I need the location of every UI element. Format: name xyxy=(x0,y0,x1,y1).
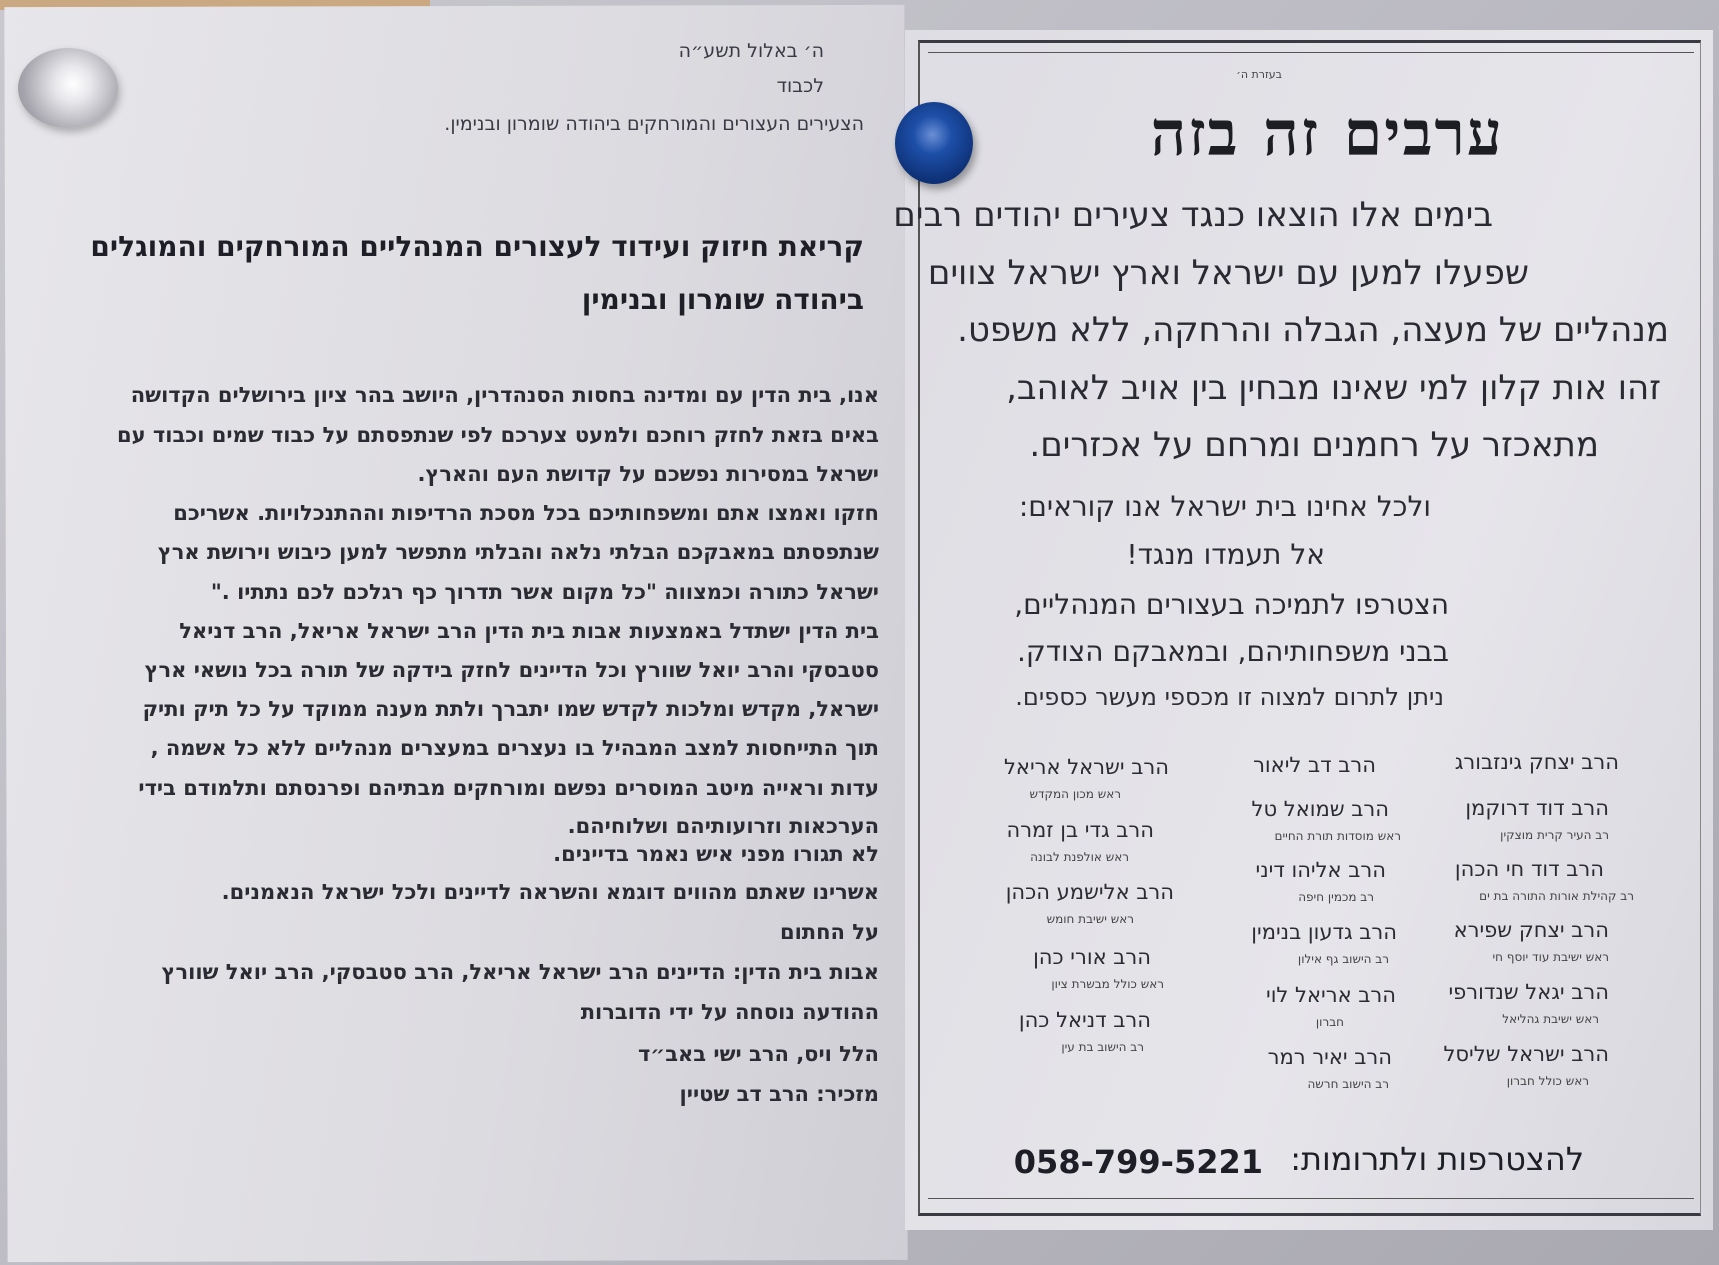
poster-main-line: שפעלו למען עם ישראל וארץ ישראל צווים xyxy=(927,253,1529,293)
letter-line: אשרינו שאתם מהווים דוגמא והשראה לדיינים ולכל ישראל הנאמנים. xyxy=(221,880,879,904)
rabbi-title: ראש כולל חברון xyxy=(1506,1074,1589,1088)
poster-main-line: בימים אלו הוצאו כנגד צעירים יהודים רבים xyxy=(893,195,1493,235)
rabbi-name: הרב אליהו דיני xyxy=(1255,858,1386,882)
rabbi-title: ראש ישיבת חומש xyxy=(1046,912,1134,926)
letter-line: מזכיר: הרב דב שטיין xyxy=(679,1082,879,1106)
contact-phone: 058-799-5221 xyxy=(1013,1143,1263,1181)
rabbi-name: הרב יצחק גינזבורג xyxy=(1454,750,1619,774)
letter-line: שנתפסתם במאבקכם הבלתי נלאה והבלתי מתפשר למען כיבוש וירושת ארץ xyxy=(157,540,879,564)
letter-recipients: הצעירים העצורים והמורחקים ביהודה שומרון ובנימין. xyxy=(444,113,864,135)
letter-line: עדות וראייה מיטב המוסרים נפשם ומורחקים מבתיהם ופרנסתם ותלמודם בידי xyxy=(138,776,879,800)
rabbi-name: הרב ישראל שליסל xyxy=(1443,1042,1609,1066)
rabbi-title: ראש מוסדות תורת החיים xyxy=(1274,829,1401,843)
rabbi-title: רב הישוב גף אילון xyxy=(1297,952,1389,966)
letter-line: סטבסקי והרב יואל שוורץ וכל הדיינים לחזק בידקה של תורה בכל נושאי ארץ xyxy=(144,658,879,682)
rabbi-title: ראש מכון המקדש xyxy=(1029,787,1121,801)
poster-join-2: בבני משפחותיהם, ובמאבקם הצודק. xyxy=(1016,635,1449,668)
rabbi-name: הרב ישראל אריאל xyxy=(1003,755,1169,779)
rabbi-name: הרב אלישמע הכהן xyxy=(1005,880,1174,904)
poster-main-line: זהו אות קלון למי שאינו מבחין בין אויב לאוהב, xyxy=(1006,368,1661,408)
poster-slogan: אל תעמדו מנגד! xyxy=(1126,538,1325,571)
rabbi-name: הרב יאיר רמר xyxy=(1267,1045,1392,1069)
poster-title: ערבים זה בזה xyxy=(1150,97,1504,170)
rabbi-name: הרב גדעון בנימין xyxy=(1251,920,1397,944)
rabbi-title: רב מכמין חיפה xyxy=(1298,890,1374,904)
poster-main-line: מנהליים של מעצה, הגבלה והרחקה, ללא משפט. xyxy=(957,310,1669,350)
letter-line: ההודעה נוסחה על ידי הדוברות xyxy=(580,1000,879,1024)
poster-main-line: מתאכזר על רחמנים ומרחם על אכזרים. xyxy=(1029,425,1599,465)
rabbi-title: רב הישוב חרשה xyxy=(1307,1077,1389,1091)
letter-line: אבות בית הדין: הדיינים הרב ישראל אריאל, הרב סטבסקי, הרב יואל שוורץ xyxy=(161,960,879,984)
rabbi-name: הרב יצחק שפירא xyxy=(1453,918,1609,942)
rabbi-name: הרב אורי כהן xyxy=(1033,945,1151,969)
letter-line: תוך התייחסות למצב המבהיל בו נעצרים במעצרים מנהליים ללא כל אשמה , xyxy=(150,736,879,760)
contact-label: להצטרפות ולתרומות: xyxy=(1290,1140,1584,1178)
rabbi-name: הרב יגאל שנדורפי xyxy=(1448,980,1609,1004)
letter-line: ישראל, מקדש ומלכות לקדש שמו יתברך ולתת מענה ממוקד על כל תיק ותיק xyxy=(142,697,879,721)
rabbi-name: הרב דב ליאור xyxy=(1253,753,1376,777)
letter-line: אנו, בית הדין עם ומדינה בחסות הסנהדרין, היושב בהר ציון בירושלים הקדושה xyxy=(130,383,879,407)
rabbi-title: ראש ישיבת עוד יוסף חי xyxy=(1492,950,1609,964)
rabbi-name: הרב אריאל לוי xyxy=(1266,983,1396,1007)
rabbi-name: הרב דניאל כהן xyxy=(1018,1008,1151,1032)
letter-line: הערכאות וזרועותיהם ושלוחיהם. xyxy=(567,814,879,838)
rabbi-name: הרב גדי בן זמרה xyxy=(1006,818,1154,842)
rabbi-title: רב העיר קרית מוצקין xyxy=(1500,828,1609,842)
letter-line: לא תגורו מפני איש נאמר בדיינים. xyxy=(553,842,879,866)
white-pushpin xyxy=(18,48,118,128)
poster-call-line: ולכל אחינו בית ישראל אנו קוראים: xyxy=(1018,490,1431,523)
rabbi-title: ראש ישיבת גהליאל xyxy=(1502,1012,1599,1026)
rabbi-title: ראש כולל מבשרת ציון xyxy=(1051,977,1164,991)
poster-join-1: הצטרפו לתמיכה בעצורים המנהליים, xyxy=(1014,588,1449,621)
poster-header-small: בעזרת ה׳ xyxy=(1236,68,1282,81)
rabbi-title: רב קהילת אורות התורה בת ים xyxy=(1479,889,1634,903)
letter-heading-1: קריאת חיזוק ועידוד לעצורים המנהליים המורחקים והמוגלים xyxy=(90,230,864,263)
letter-line: ישראל במסירות נפשכם על קדושת העם והארץ. xyxy=(417,462,879,486)
letter-line: חזקו ואמצו אתם ומשפחותיכם בכל מסכת הרדיפות וההתנכלויות. אשריכם xyxy=(173,501,879,525)
letter-line: בית הדין ישתדל באמצעות אבות בית הדין הרב ישראל אריאל, הרב דניאל xyxy=(179,619,879,643)
rabbi-title: רב הישוב בת עין xyxy=(1061,1040,1144,1054)
rabbi-name: הרב דוד חי הכהן xyxy=(1454,857,1604,881)
rabbi-name: הרב דוד דרוקמן xyxy=(1465,796,1609,820)
letter-date: ה׳ באלול תשע״ה xyxy=(678,40,824,62)
poster-donate-note: ניתן לתרום למצוה זו מכספי מעשר כספים. xyxy=(1015,683,1444,711)
rabbi-name: הרב שמואל טל xyxy=(1251,797,1389,821)
letter-line: על החתום xyxy=(779,920,879,944)
letter-line: הלל ויס, הרב ישי באב״ד xyxy=(637,1042,879,1066)
rabbi-title: ראש אולפנת לבונה xyxy=(1030,850,1129,864)
letter-heading-2: ביהודה שומרון ובנימין xyxy=(581,283,864,316)
letter-line: ישראל כתורה וכמצווה "כל מקום אשר תדרוך כף רגלכם לכם נתתיו ." xyxy=(210,580,879,604)
letter-to: לכבוד xyxy=(776,75,824,97)
blue-pushpin xyxy=(895,102,973,184)
rabbi-title: חברון xyxy=(1315,1015,1344,1029)
letter-line: באים בזאת לחזק רוחכם ולמעט צערכם לפי שנתפסתם על כבוד שמים וכבוד עם xyxy=(117,423,879,447)
